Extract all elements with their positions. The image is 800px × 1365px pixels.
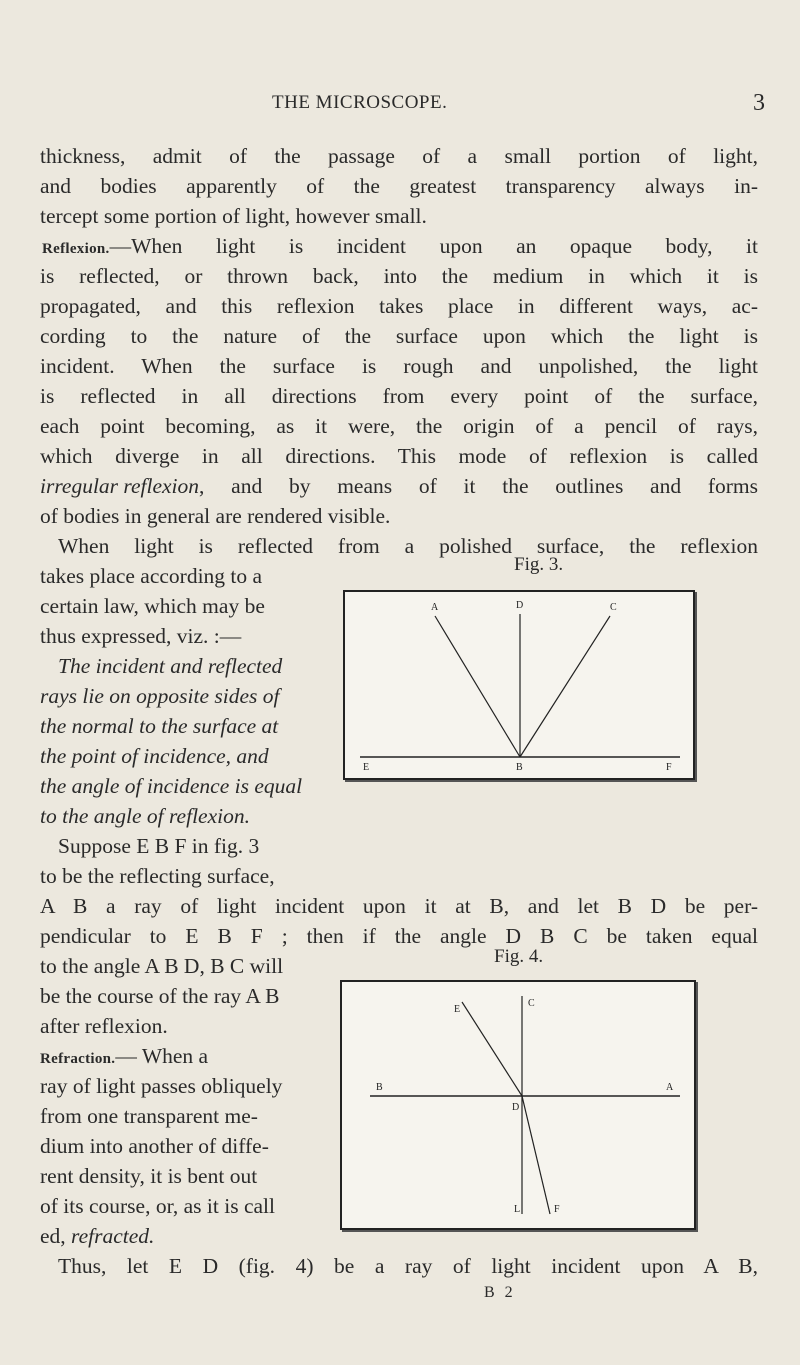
side-heading-refraction: Refraction. xyxy=(40,1051,116,1067)
text-line: each point becoming, as it were, the origin of a pencil of rays, xyxy=(40,414,758,438)
text-line-with-italic: ed, refracted. xyxy=(40,1224,155,1248)
fig3-label-b: B xyxy=(516,762,523,773)
page-number: 3 xyxy=(753,90,766,116)
fig4-svg xyxy=(342,982,694,1228)
text-line: pendicular to E B F ; then if the angle D B C be taken equal xyxy=(40,924,758,948)
side-heading-reflexion: Reflexion. xyxy=(42,241,110,257)
text-line: rent density, it is bent out xyxy=(40,1164,258,1188)
fig4-caption: Fig. 4. xyxy=(494,946,544,967)
text-line: Thus, let E D (fig. 4) be a ray of light incident upon A B, xyxy=(58,1254,758,1278)
law-line: The incident and reflected xyxy=(58,654,283,678)
text-line: Suppose E B F in fig. 3 xyxy=(58,834,260,858)
italic-term: refracted. xyxy=(71,1224,155,1248)
figure-3-reflexion-diagram xyxy=(343,590,695,780)
text-line: takes place according to a xyxy=(40,564,263,588)
fig3-incident-ray xyxy=(435,616,520,757)
fig4-label-e: E xyxy=(454,1004,461,1015)
fig4-label-d: D xyxy=(512,1102,520,1113)
fig4-label-f: F xyxy=(554,1204,560,1215)
law-line: the normal to the surface at xyxy=(40,714,279,738)
reflexion-paragraph-start xyxy=(40,231,758,264)
law-line: the point of incidence, and xyxy=(40,744,269,768)
law-line: rays lie on opposite sides of xyxy=(40,684,280,708)
fig4-label-l: L xyxy=(514,1204,521,1215)
running-title: THE MICROSCOPE. xyxy=(272,92,448,113)
text-line: from one transparent me- xyxy=(40,1104,258,1128)
text-line: to be the reflecting surface, xyxy=(40,864,275,888)
text-line: which diverge in all directions. This mode of reflexion is called xyxy=(40,444,758,468)
fig3-reflected-ray xyxy=(520,616,610,757)
text-line-with-italic xyxy=(40,471,758,501)
fig4-label-a: A xyxy=(666,1082,674,1093)
text-line: — When a xyxy=(115,1044,209,1068)
fig3-label-d: D xyxy=(516,600,524,611)
fig4-label-c: C xyxy=(528,998,535,1009)
fig3-caption: Fig. 3. xyxy=(514,554,564,575)
text-line: be the course of the ray A B xyxy=(40,984,280,1008)
italic-term: irregular reflexion xyxy=(40,474,200,498)
law-line: the angle of incidence is equal xyxy=(40,774,303,798)
text-line: , and by means of it the outlines and forms xyxy=(199,474,758,498)
text-line: ray of light passes obliquely xyxy=(40,1074,283,1098)
fig3-label-e: E xyxy=(363,762,370,773)
text-line: certain law, which may be xyxy=(40,594,265,618)
text-line: of bodies in general are rendered visible. xyxy=(40,504,391,528)
fig3-label-c: C xyxy=(610,602,617,613)
fig4-label-b: B xyxy=(376,1082,383,1093)
fig3-svg xyxy=(345,592,693,778)
figure-4-refraction-diagram xyxy=(340,980,696,1230)
text-line: incident. When the surface is rough and unpolished, the light xyxy=(40,354,758,378)
text-line: is reflected, or thrown back, into the medium in which it is xyxy=(40,264,758,288)
text-line: is reflected in all directions from every point of the surface, xyxy=(40,384,758,408)
signature-mark: B 2 xyxy=(484,1284,516,1301)
text-line: cording to the nature of the surface upon which the light is xyxy=(40,324,758,348)
text-line: propagated, and this reflexion takes place in different ways, ac- xyxy=(40,294,758,318)
text-line: —When light is incident upon an opaque body, it xyxy=(109,234,758,258)
text-line: of its course, or, as it is call xyxy=(40,1194,275,1218)
text-line: dium into another of diffe- xyxy=(40,1134,269,1158)
text-line: to the angle A B D, B C will xyxy=(40,954,284,978)
text-line: thickness, admit of the passage of a small portion of light, xyxy=(40,144,758,168)
text-line: When light is reflected from a polished surface, the reflexion xyxy=(58,534,758,558)
fig4-incident-ray xyxy=(462,1002,522,1096)
fig4-refracted-ray xyxy=(522,1096,550,1214)
text-line: thus expressed, viz. :— xyxy=(40,624,242,648)
fig3-label-a: A xyxy=(431,602,439,613)
fig3-label-f: F xyxy=(666,762,672,773)
text-line: tercept some portion of light, however small. xyxy=(40,204,427,228)
text-line: after reflexion. xyxy=(40,1014,168,1038)
running-header xyxy=(0,92,800,122)
refraction-paragraph-start xyxy=(40,1041,208,1074)
text-line: A B a ray of light incident upon it at B, and let B D be per- xyxy=(40,894,758,918)
text-line: and bodies apparently of the greatest transparency always in- xyxy=(40,174,758,198)
law-line: to the angle of reflexion. xyxy=(40,804,250,828)
